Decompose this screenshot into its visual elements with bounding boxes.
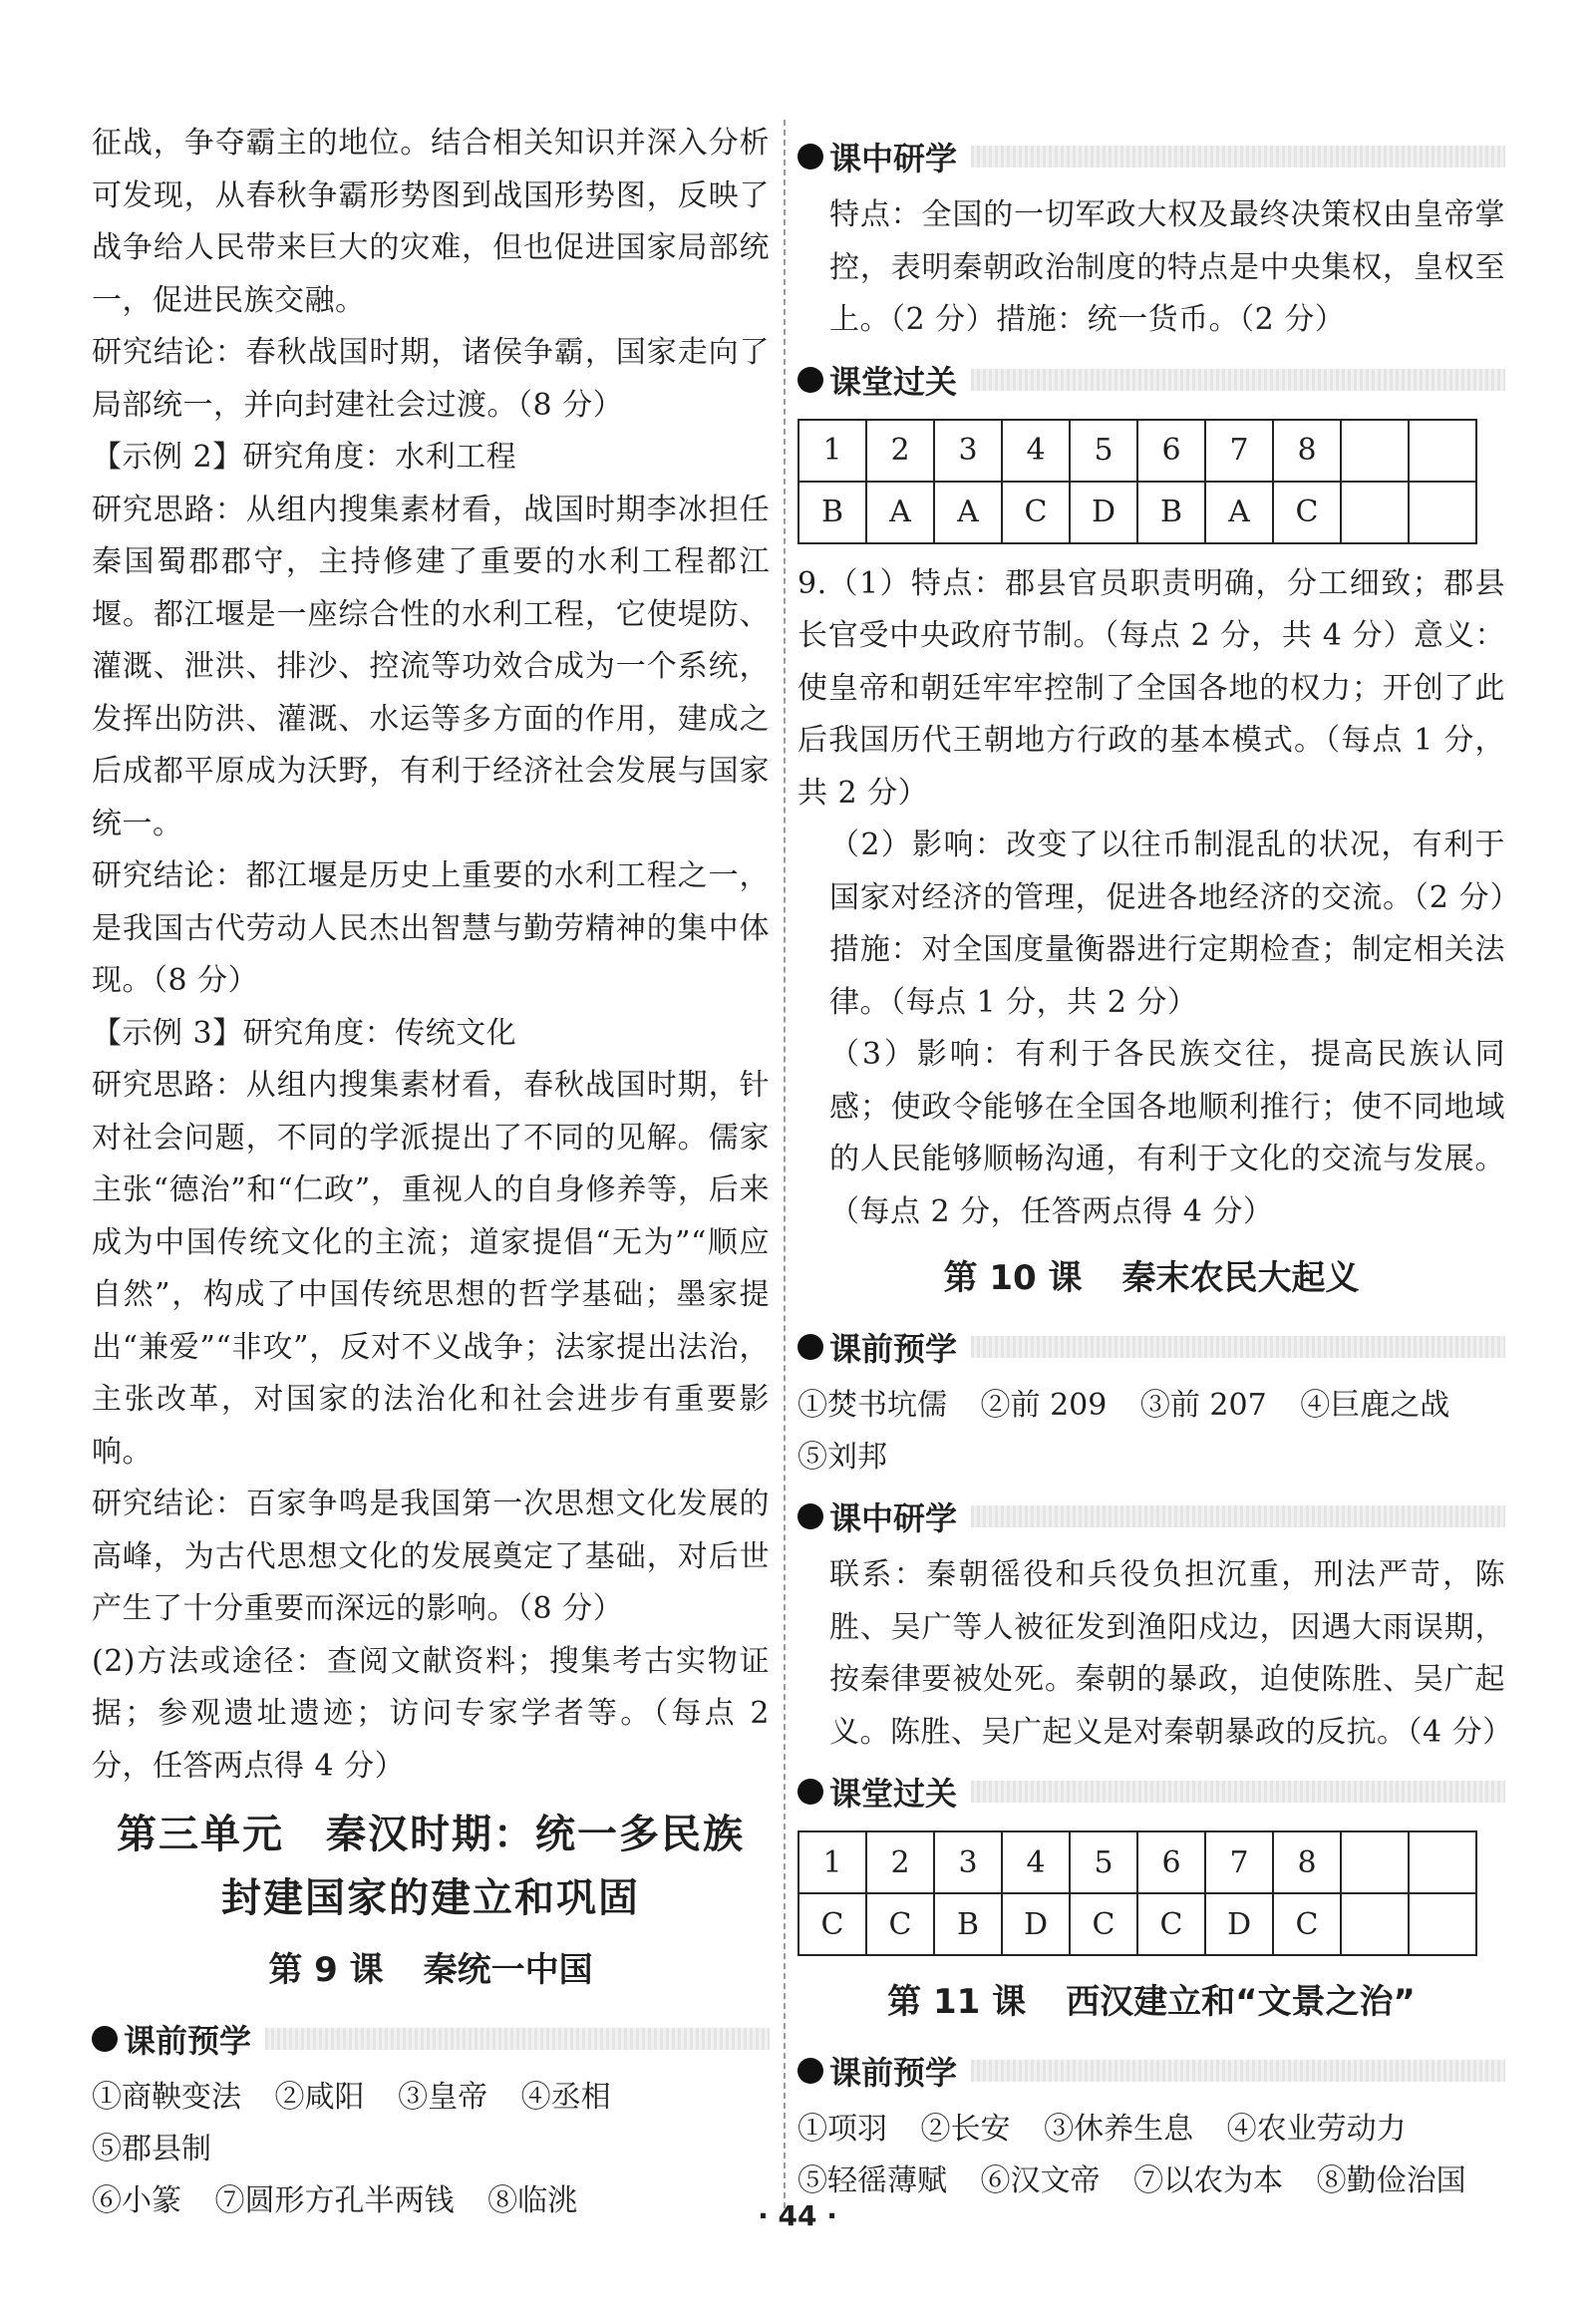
- example-heading: 【示例 3】研究角度：传统文化: [92, 1015, 517, 1051]
- right-column: [798, 124, 1513, 2207]
- list-item: ③皇帝: [398, 2080, 488, 2115]
- section-label: 课堂过关: [829, 362, 958, 401]
- section-header: [798, 1763, 1505, 1821]
- list-item: ⑤刘邦: [798, 1440, 887, 1475]
- decorative-band: [971, 1336, 1505, 1358]
- table-cell: D: [1205, 1893, 1273, 1955]
- page-number: · 44 ·: [758, 2199, 837, 2232]
- unit-title: [92, 1803, 770, 1930]
- section-header: [798, 2042, 1505, 2100]
- table-cell: D: [1002, 1893, 1070, 1955]
- table-cell: [1409, 1893, 1476, 1955]
- table-cell: C: [1137, 1893, 1205, 1955]
- table-cell: 1: [798, 1831, 866, 1893]
- lesson-number: 第 10 课: [943, 1258, 1083, 1298]
- table-cell: 6: [1137, 1831, 1205, 1893]
- paragraph: （3）影响：有利于各民族交往，提高民族认同感；使政令能够在全国各地顺利推行；使不同地域的人民能够顺畅沟通，有利于文化的交流与发展。（每点 2 分，任答两点得 4 分）: [829, 1037, 1505, 1229]
- table-cell: B: [1137, 482, 1205, 543]
- table-cell: 3: [934, 420, 1002, 482]
- table-cell: A: [1205, 482, 1273, 543]
- table-row: [798, 1831, 1476, 1893]
- table-row: [798, 1893, 1476, 1955]
- paragraph: 研究结论：都江堰是历史上重要的水利工程之一，是我国古代劳动人民杰出智慧与勤劳精神的集中体现。（8 分）: [92, 858, 770, 998]
- paragraph: (2)方法或途径：查阅文献资料；搜集考古实物证据；参观遗址遗迹；访问专家学者等。（每点 2 分，任答两点得 4 分）: [92, 1643, 770, 1784]
- lesson-title: [798, 1970, 1505, 2034]
- table-cell: C: [1002, 482, 1070, 543]
- answer-table: [798, 419, 1477, 544]
- section-header: [92, 2010, 770, 2068]
- example-heading: 【示例 2】研究角度：水利工程: [92, 440, 517, 475]
- list-item: ⑦圆形方孔半两钱: [214, 2183, 455, 2218]
- bullet-icon: [798, 1779, 823, 1805]
- section-header: [798, 351, 1505, 409]
- paragraph: （2）影响：改变了以往币制混乱的状况，有利于国家对经济的管理，促进各地经济的交流。（2 分）措施：对全国度量衡器进行定期检查；制定相关法律。（每点 1 分，共 2 分）: [829, 828, 1505, 1020]
- lesson-name: 西汉建立和“文景之治”: [1066, 1982, 1416, 2022]
- bullet-icon: [798, 1503, 823, 1529]
- table-row: [798, 420, 1476, 482]
- table-cell: A: [934, 482, 1002, 543]
- decorative-band: [971, 146, 1505, 167]
- paragraph: 征战，争夺霸主的地位。结合相关知识并深入分析可发现，从春秋争霸形势图到战国形势图，反映了战争给人民带来巨大的灾难，但也促进国家局部统一，促进民族交融。: [92, 126, 770, 318]
- list-item: ③前 207: [1139, 1388, 1267, 1423]
- table-cell: B: [798, 482, 866, 543]
- table-cell: 8: [1273, 1831, 1341, 1893]
- section-header: [798, 128, 1505, 185]
- table-cell: [1409, 1831, 1476, 1893]
- section-label: 课中研学: [829, 140, 958, 177]
- list-item: ⑤轻徭薄赋: [798, 2163, 947, 2198]
- unit-title-line: 封建国家的建立和巩固: [221, 1874, 640, 1921]
- list-item: ①商鞅变法: [92, 2080, 241, 2115]
- table-cell: [1409, 420, 1476, 482]
- table-cell: B: [934, 1893, 1002, 1955]
- bullet-icon: [92, 2026, 118, 2052]
- list-item: ②咸阳: [274, 2080, 365, 2115]
- bullet-icon: [798, 144, 823, 169]
- bullet-icon: [798, 367, 823, 393]
- section-header: [798, 1318, 1505, 1376]
- table-cell: [1341, 1893, 1409, 1955]
- table-cell: 3: [934, 1831, 1002, 1893]
- section-header: [798, 1488, 1505, 1545]
- answer-list: [798, 2104, 1505, 2207]
- decorative-band: [971, 1505, 1505, 1527]
- table-cell: C: [798, 1893, 866, 1955]
- table-cell: 5: [1070, 1831, 1137, 1893]
- decorative-band: [971, 1781, 1505, 1803]
- table-cell: C: [1070, 1893, 1137, 1955]
- answer-list: [798, 1380, 1505, 1484]
- table-cell: 4: [1002, 1831, 1070, 1893]
- paragraph: 9.（1）特点：郡县官员职责明确，分工细致；郡县长官受中央政府节制。（每点 2 分，共 4 分）意义：使皇帝和朝廷牢牢控制了全国各地的权力；开创了此后我国历代王朝地方行政的基本模式。（每点 1 分，共 2 分）: [798, 565, 1505, 811]
- list-item: ⑥汉文帝: [980, 2163, 1101, 2198]
- section-label: 课前预学: [829, 1330, 958, 1368]
- paragraph: 研究结论：春秋战国时期，诸侯争霸，国家走向了局部统一，并向封建社会过渡。（8 分）: [92, 335, 770, 423]
- answer-table: [798, 1830, 1477, 1956]
- table-cell: 7: [1205, 420, 1273, 482]
- table-cell: 4: [1002, 420, 1070, 482]
- list-item: ⑥小篆: [92, 2183, 181, 2218]
- table-cell: 2: [866, 420, 934, 482]
- section-label: 课中研学: [829, 1499, 958, 1537]
- paragraph: 特点：全国的一切军政大权及最终决策权由皇帝掌控，表明秦朝政治制度的特点是中央集权，皇权至上。（2 分）措施：统一货币。（2 分）: [829, 197, 1505, 337]
- list-item: ⑧勤俭治国: [1316, 2163, 1466, 2198]
- lesson-title: [798, 1246, 1505, 1310]
- list-item: ④丞相: [520, 2080, 611, 2115]
- table-cell: A: [866, 482, 934, 543]
- section-label: 课前预学: [124, 2022, 252, 2060]
- list-item: ①焚书坑儒: [798, 1388, 947, 1423]
- table-row: [798, 482, 1476, 543]
- table-cell: [1341, 1831, 1409, 1893]
- paragraph: 研究结论：百家争鸣是我国第一次思想文化发展的高峰，为古代思想文化的发展奠定了基础，对后世产生了十分重要而深远的影响。（8 分）: [92, 1487, 770, 1626]
- list-item: ⑧临洮: [487, 2183, 578, 2218]
- decorative-band: [971, 2060, 1505, 2082]
- table-cell: 6: [1137, 420, 1205, 482]
- list-item: ④农业劳动力: [1226, 2112, 1407, 2147]
- lesson-name: 秦统一中国: [423, 1950, 593, 1990]
- lesson-name: 秦末农民大起义: [1121, 1258, 1360, 1298]
- table-cell: 2: [866, 1831, 934, 1893]
- section-label: 课前预学: [829, 2054, 958, 2092]
- paragraph: 研究思路：从组内搜集素材看，战国时期李冰担任秦国蜀郡郡守，主持修建了重要的水利工程都江堰。都江堰是一座综合性的水利工程，它使堤防、灌溉、泄洪、排沙、控流等功效合成为一个系统，发挥出防洪、灌溉、水运等多方面的作用，建成之后成都平原成为沃野，有利于经济社会发展与国家统一。: [92, 492, 770, 841]
- lesson-title: [92, 1938, 770, 2002]
- table-cell: D: [1070, 482, 1137, 543]
- unit-title-line: 第三单元 秦汉时期：统一多民族: [117, 1811, 745, 1857]
- section-label: 课堂过关: [829, 1775, 958, 1813]
- column-divider: [784, 120, 786, 2208]
- table-cell: 8: [1273, 420, 1341, 482]
- table-cell: C: [1273, 482, 1341, 543]
- list-item: ④巨鹿之战: [1300, 1388, 1450, 1423]
- table-cell: [1409, 482, 1476, 543]
- bullet-icon: [798, 2058, 823, 2084]
- bullet-icon: [798, 1334, 823, 1360]
- list-item: ②前 209: [980, 1388, 1108, 1423]
- table-cell: [1341, 482, 1409, 543]
- list-item: ⑤郡县制: [92, 2132, 211, 2166]
- lesson-number: 第 9 课: [268, 1950, 384, 1990]
- left-column: [92, 118, 770, 2227]
- decorative-band: [971, 369, 1505, 391]
- list-item: ②长安: [920, 2112, 1011, 2147]
- table-cell: C: [1273, 1893, 1341, 1955]
- table-cell: 7: [1205, 1831, 1273, 1893]
- table-cell: C: [866, 1893, 934, 1955]
- paragraph: 研究思路：从组内搜集素材看，春秋战国时期，针对社会问题，不同的学派提出了不同的见解。儒家主张“德治”和“仁政”，重视人的自身修养等，后来成为中国传统文化的主流；道家提倡“无为”“顺应自然”，构成了中国传统思想的哲学基础；墨家提出“兼爱”“非攻”，反对不义战争；法家提出法治，主张改革，对国家的法治化和社会进步有重要影响。: [92, 1068, 770, 1470]
- paragraph: 联系：秦朝徭役和兵役负担沉重，刑法严苛，陈胜、吴广等人被征发到渔阳戍边，因遇大雨误期，按秦律要被处死。秦朝的暴政，迫使陈胜、吴广起义。陈胜、吴广起义是对秦朝暴政的反抗。（4 分）: [829, 1557, 1513, 1750]
- list-item: ①项羽: [798, 2112, 887, 2147]
- decorative-band: [265, 2028, 770, 2050]
- list-item: ⑦以农为本: [1133, 2163, 1284, 2198]
- table-cell: 5: [1070, 420, 1137, 482]
- table-cell: 1: [798, 420, 866, 482]
- table-cell: [1341, 420, 1409, 482]
- list-item: ③休养生息: [1044, 2112, 1194, 2147]
- lesson-number: 第 11 课: [887, 1982, 1027, 2022]
